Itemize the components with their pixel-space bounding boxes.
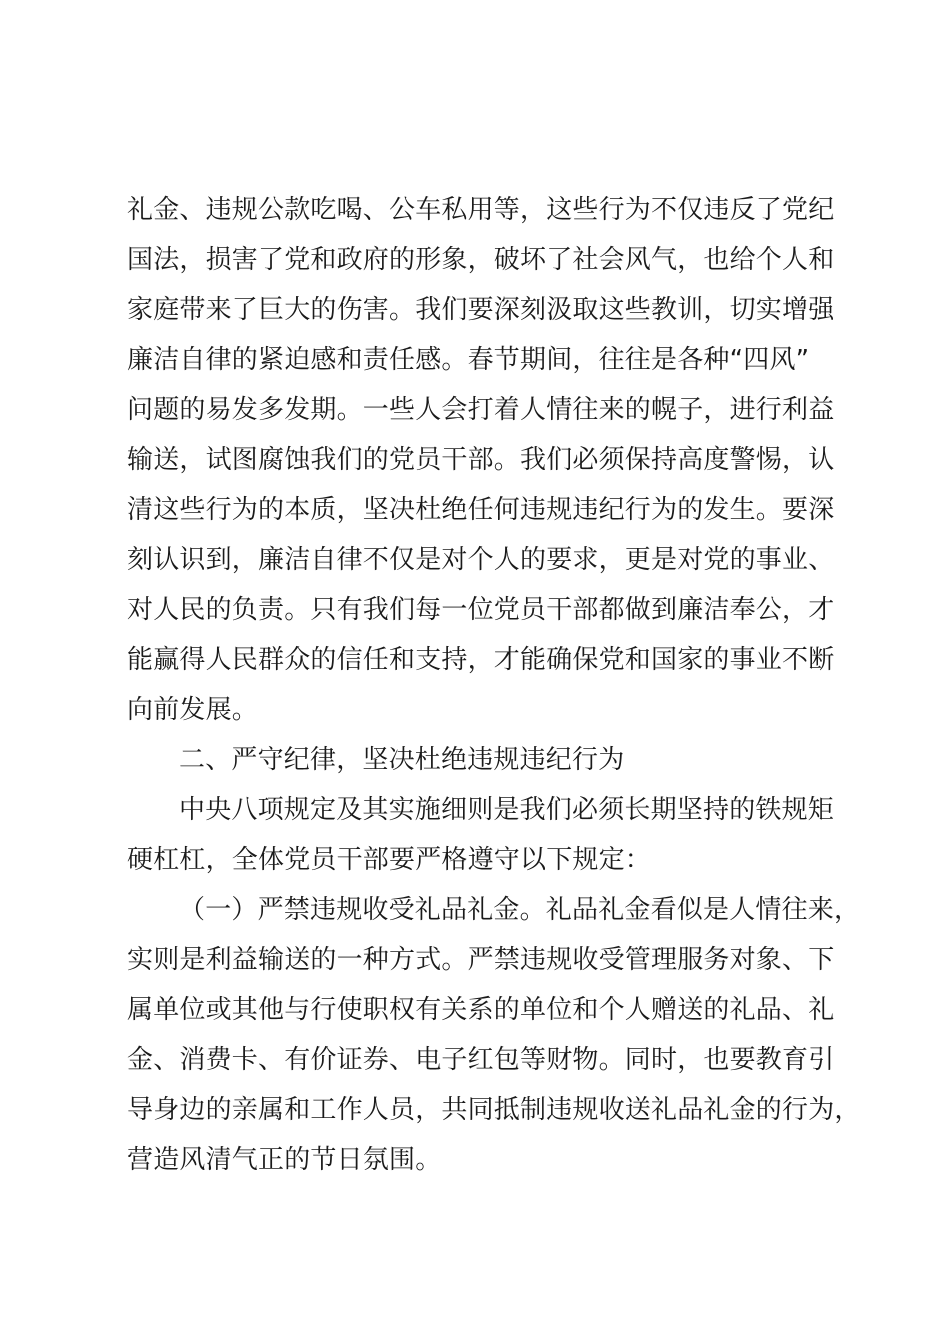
document-body [127,185,861,1185]
text-line: （一）严禁违规收受礼品礼金。礼品礼金看似是人情往来， [179,895,861,925]
heading-text: 二、严守纪律，坚决杜绝违规违纪行为 [179,745,625,775]
text-line: 实则是利益输送的一种方式。严禁违规收受管理服务对象、下 [127,945,835,975]
text-line: 金、消费卡、有价证券、电子红包等财物。同时，也要教育引 [127,1045,835,1075]
paragraph-3 [127,885,861,1185]
text-line: 刻认识到，廉洁自律不仅是对个人的要求，更是对党的事业、 [127,545,835,575]
text-line: 问题的易发多发期。一些人会打着人情往来的幌子，进行利益 [127,395,835,425]
text-line: 营造风清气正的节日氛围。 [127,1145,442,1175]
text-line: 硬杠杠，全体党员干部要严格遵守以下规定： [127,845,652,875]
paragraph-1 [127,185,833,735]
section-heading [127,735,833,785]
paragraph-2 [127,785,833,885]
text-line: 属单位或其他与行使职权有关系的单位和个人赠送的礼品、礼 [127,995,835,1025]
text-line: 廉洁自律的紧迫感和责任感。春节期间，往往是各种“四风” [127,345,810,375]
text-line: 国法，损害了党和政府的形象，破坏了社会风气，也给个人和 [127,245,835,275]
text-line: 向前发展。 [127,695,259,725]
text-line: 清这些行为的本质，坚决杜绝任何违规违纪行为的发生。要深 [127,495,835,525]
text-line: 输送，试图腐蚀我们的党员干部。我们必须保持高度警惕，认 [127,445,835,475]
text-line: 中央八项规定及其实施细则是我们必须长期坚持的铁规矩 [179,795,835,825]
text-line: 导身边的亲属和工作人员，共同抵制违规收送礼品礼金的行为， [127,1095,861,1125]
text-line: 礼金、违规公款吃喝、公车私用等，这些行为不仅违反了党纪 [127,195,835,225]
text-line: 能赢得人民群众的信任和支持，才能确保党和国家的事业不断 [127,645,835,675]
text-line: 家庭带来了巨大的伤害。我们要深刻汲取这些教训，切实增强 [127,295,835,325]
text-line: 对人民的负责。只有我们每一位党员干部都做到廉洁奉公，才 [127,595,835,625]
